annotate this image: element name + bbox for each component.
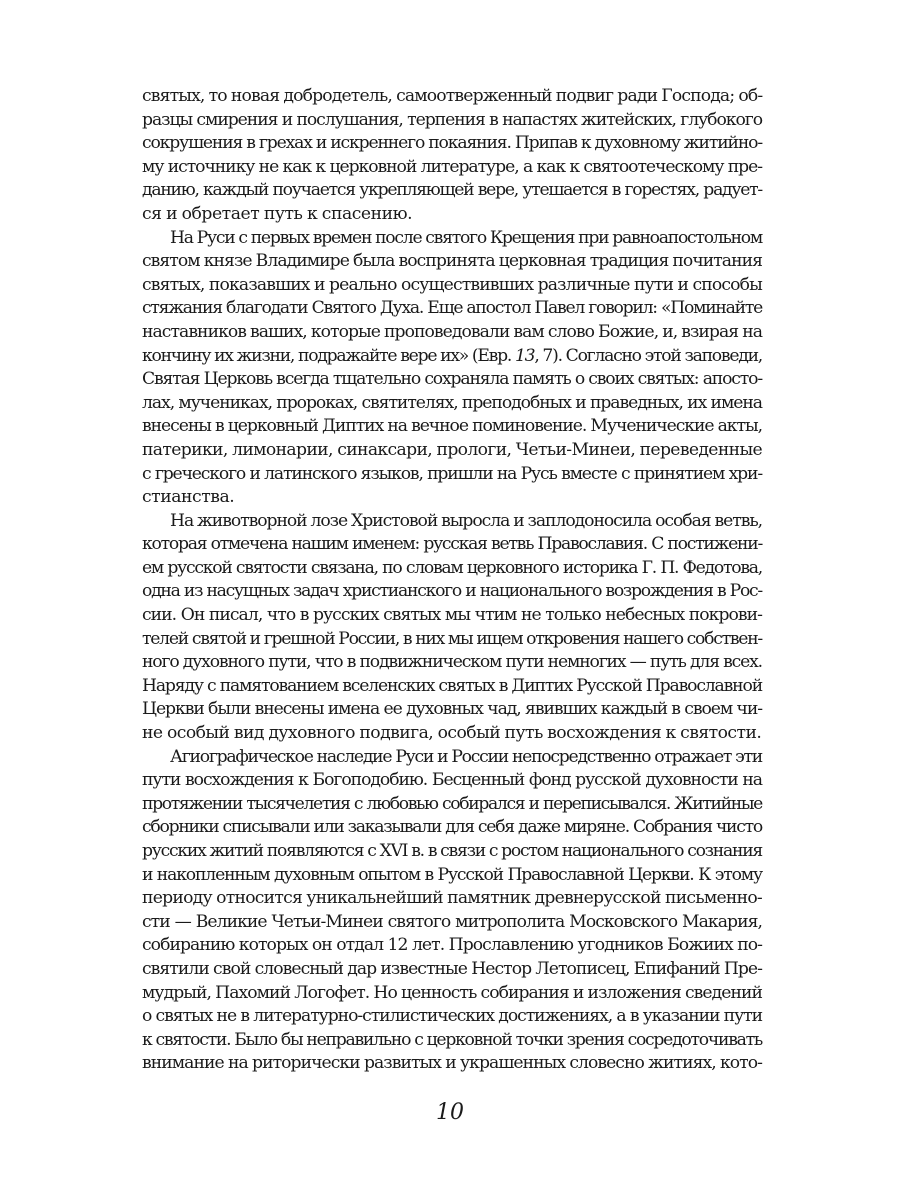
text-line: стяжания благодати Святого Духа. Еще апостол Павел говорил: «Поминайте	[142, 298, 762, 319]
paragraph	[142, 746, 762, 1076]
text-line: Агиографическое наследие Руси и России непосредственно отражает эти	[170, 746, 762, 767]
text-line: стианства.	[142, 487, 235, 508]
text-line: и накопленным духовным опытом в Русской Православной Церкви. К этому	[142, 864, 762, 885]
text-line: лах, мучениках, пророках, святителях, преподобных и праведных, их имена	[142, 392, 762, 413]
text-line: телей святой и грешной России, в них мы ищем откровения нашего собствен-	[142, 628, 762, 649]
paragraph	[142, 85, 762, 227]
text-line: мудрый, Пахомий Логофет. Но ценность собирания и изложения сведений	[142, 982, 762, 1003]
text-line: кончину их жизни, подражайте вере их» (Евр. 13, 7). Согласно этой заповеди,	[142, 345, 762, 366]
text-line: На Руси с первых времен после святого Крещения при равноапостольном	[170, 227, 762, 248]
text-line: к святости. Было бы неправильно с церковной точки зрения сосредоточивать	[142, 1029, 762, 1050]
text-line: не особый вид духовного подвига, особый путь восхождения к святости.	[142, 723, 762, 744]
text-line: Наряду с памятованием вселенских святых в Диптих Русской Православной	[142, 675, 762, 696]
text-line: протяжении тысячелетия с любовью собирался и переписывался. Житийные	[142, 793, 762, 814]
text-line: собиранию которых он отдал 12 лет. Прославлению угодников Божиих по-	[142, 935, 762, 956]
text-line: На животворной лозе Христовой выросла и заплодоносила особая ветвь,	[170, 510, 763, 531]
text-line: внесены в церковный Диптих на вечное поминовение. Мученические акты,	[142, 416, 762, 437]
text-line: святых, то новая добродетель, самоотверженный подвиг ради Господа; об-	[142, 86, 763, 106]
text-line: ного духовного пути, что в подвижническом пути немногих — путь для всех.	[142, 652, 762, 673]
text-line: разцы смирения и послушания, терпения в напастях житейских, глубокого	[142, 109, 762, 130]
text-line: наставников ваших, которые проповедовали вам слово Божие, и, взирая на	[142, 321, 762, 342]
text-line: пути восхождения к Богоподобию. Бесценный фонд русской духовности на	[142, 770, 762, 791]
text-line: с греческого и латинского языков, пришли на Русь вместе с принятием хри-	[142, 463, 762, 484]
text-line: сокрушения в грехах и искреннего покаяния. Припав к духовному житийно-	[142, 133, 762, 154]
text-line: Святая Церковь всегда тщательно сохраняла память о своих святых: апосто-	[142, 369, 762, 390]
text-line: святых, показавших и реально осуществивших различные пути и способы	[142, 274, 762, 295]
paragraph	[142, 510, 762, 746]
page-number: 10	[436, 1100, 464, 1125]
paragraph	[142, 227, 762, 510]
text-line: периоду относится уникальнейший памятник древнерусской письменно-	[142, 888, 762, 909]
text-line: внимание на риторически развитых и украшенных словесно житиях, кото-	[142, 1053, 762, 1074]
body-text	[142, 85, 762, 1076]
text-line: русских житий появляются с XVI в. в связи с ростом национального сознания	[142, 841, 762, 861]
text-line: ся и обретает путь к спасению.	[142, 203, 413, 224]
text-line: данию, каждый поучается укрепляющей вере, утешается в горестях, радует-	[142, 180, 762, 201]
text-line: святили свой словесный дар известные Нестор Летописец, Епифаний Пре-	[142, 958, 762, 979]
text-line: ем русской святости связана, по словам церковного историка Г. П. Федотова,	[142, 557, 762, 578]
text-line: о святых не в литературно-стилистических достижениях, а в указании пути	[142, 1006, 762, 1027]
text-line: му источнику не как к церковной литературе, а как к святоотеческому пре-	[142, 156, 762, 177]
text-line: сборники списывали или заказывали для себя даже миряне. Собрания чисто	[142, 817, 762, 838]
text-line: святом князе Владимире была воспринята церковная традиция почитания	[142, 251, 762, 272]
text-line: одна из насущных задач христианского и национального возрождения в Рос-	[142, 581, 762, 602]
text-line: сии. Он писал, что в русских святых мы чтим не только небесных покрови-	[142, 605, 762, 626]
text-line: Церкви были внесены имена ее духовных чад, явивших каждый в своем чи-	[142, 699, 762, 720]
text-line: патерики, лимонарии, синаксари, прологи, Четьи-Минеи, переведенные	[142, 439, 762, 460]
text-line: сти — Великие Четьи-Минеи святого митрополита Московского Макария,	[142, 911, 762, 932]
text-line: которая отмечена нашим именем: русская ветвь Православия. С постижени-	[142, 534, 762, 555]
